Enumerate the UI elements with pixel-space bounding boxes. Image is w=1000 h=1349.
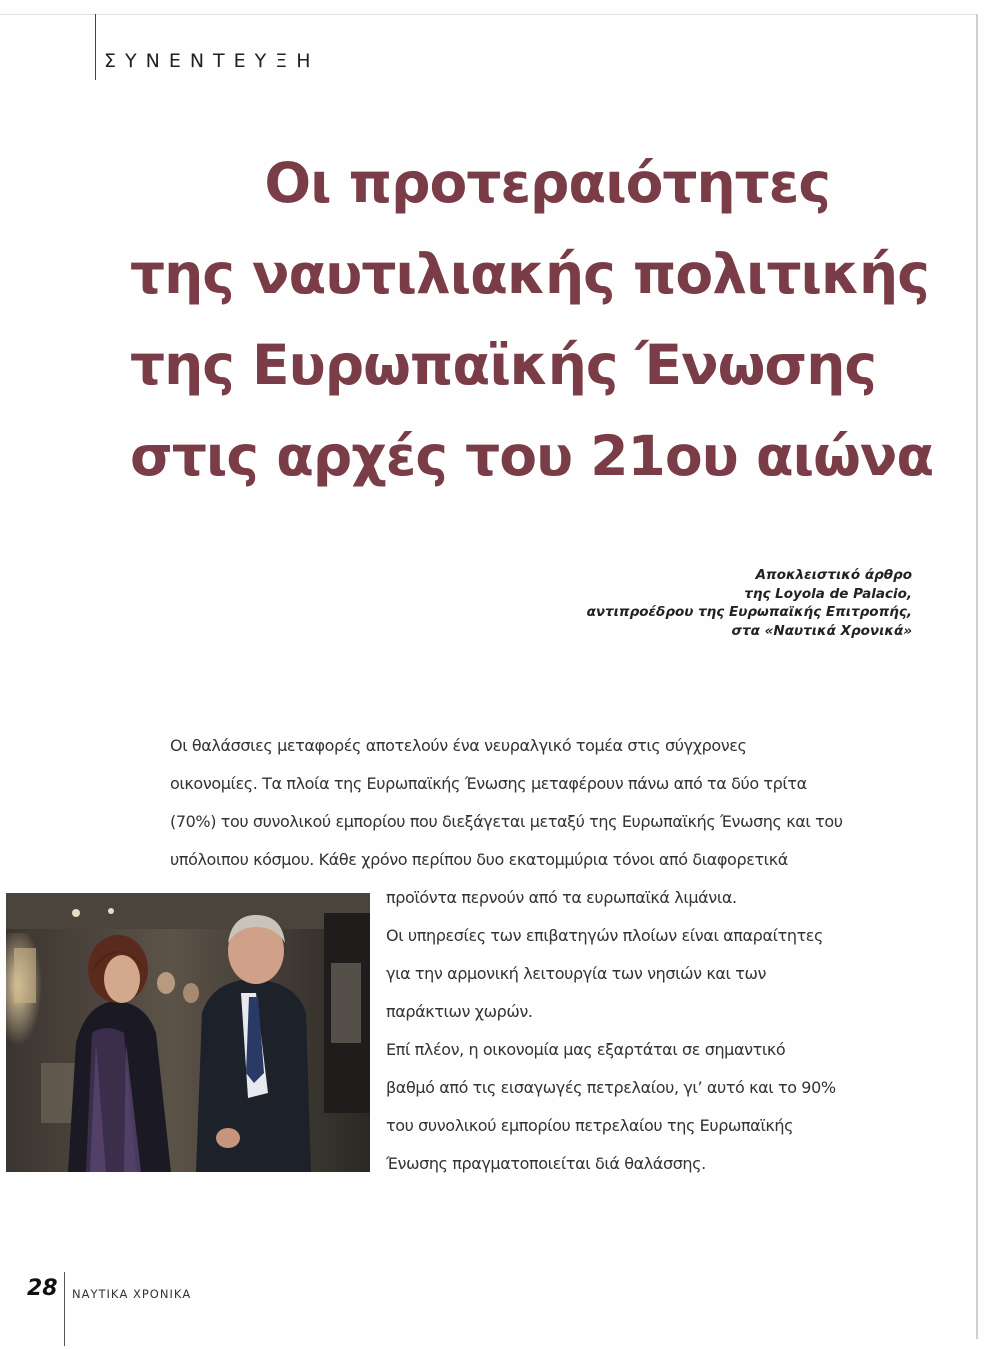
body-line: βαθμό από τις εισαγωγές πετρελαίου, γι’ αυτό και το 90% [386,1078,836,1097]
byline-line: αντιπροέδρου της Ευρωπαϊκής Επιτροπής, [586,604,912,620]
body-line: (70%) του συνολικού εμπορίου που διεξάγεται μεταξύ της Ευρωπαϊκής Ένωσης και του [170,812,843,831]
title-line: της ναυτιλιακής πολιτικής [130,242,929,306]
body-line: προϊόντα περνούν από τα ευρωπαϊκά λιμάνια. [386,888,737,907]
page-edge-right [976,14,978,1339]
footer-rule [64,1272,65,1346]
page-number: 28 [27,1276,58,1301]
byline-line: της Loyola de Palacio, [744,585,912,602]
article-photo [6,893,370,1172]
body-line: Επί πλέον, η οικονομία μας εξαρτάται σε σημαντικό [386,1040,786,1059]
section-label: ΣΥΝΕΝΤΕΥΞΗ [104,50,320,72]
title-line: της Ευρωπαϊκής Ένωσης [130,333,876,397]
section-rule [95,14,96,80]
body-line: παράκτιων χωρών. [386,1002,533,1021]
title-line: Οι προτεραιότητες [264,151,830,215]
body-line: Ένωσης πραγματοποιείται διά θαλάσσης. [386,1154,706,1173]
byline-line: στα «Ναυτικά Χρονικά» [731,622,912,639]
article-byline [432,566,912,640]
body-line: για την αρμονική λειτουργία των νησιών και των [386,964,767,983]
magazine-name: ΝΑΥΤΙΚΑ ΧΡΟΝΙΚΑ [72,1287,192,1301]
body-line: υπόλοιπου κόσμου. Κάθε χρόνο περίπου δυο εκατομμύρια τόνοι από διαφορετικά [170,850,788,869]
photo-illustration [6,893,370,1172]
byline-line: Αποκλειστικό άρθρο [755,567,912,583]
body-line: του συνολικού εμπορίου πετρελαίου της Ευρωπαϊκής [386,1116,794,1135]
body-line: Οι θαλάσσιες μεταφορές αποτελούν ένα νευραλγικό τομέα στις σύγχρονες [170,736,747,755]
title-line: στις αρχές του 21ου αιώνα [130,424,934,488]
article-title [130,138,934,502]
page-edge-top [0,14,978,15]
article-body-column [386,879,836,1183]
article-body-top [170,727,843,879]
body-line: Οι υπηρεσίες των επιβατηγών πλοίων είναι απαραίτητες [386,926,824,945]
body-line: οικονομίες. Τα πλοία της Ευρωπαϊκής Ένωσης μεταφέρουν πάνω από τα δύο τρίτα [170,774,807,793]
